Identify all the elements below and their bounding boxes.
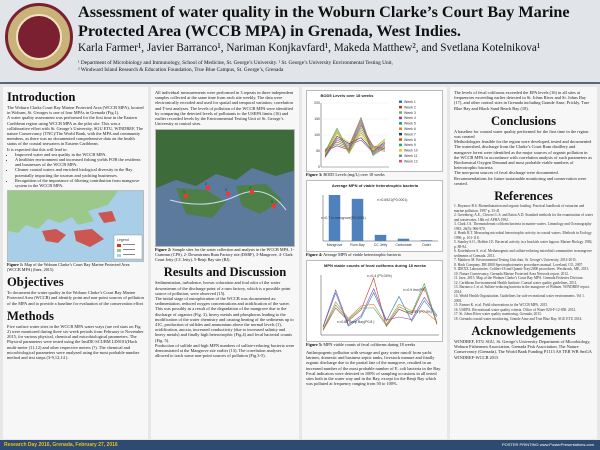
heterotroph-annotation: r²=0.7 in mangrove(P0.0001)	[321, 216, 366, 220]
bod5-legend-swatch	[399, 117, 402, 120]
reference-item: 9. IDEXX Laboratories. Colilert-18 and Quanti-Tray/2000 procedures. Westbrook, ME, 2013.	[454, 267, 590, 272]
poster-title: Assessment of water quality in the Woburn Clarke’s Court Bay Marine Protected Area (WCCB MPA) in Grenada, West Indies.	[78, 3, 570, 40]
bod5-legend-swatch	[399, 122, 402, 125]
figure3-text: BOD5 Levels (mg/L) over 18 weeks	[323, 172, 385, 177]
heterotroph-category-label: Mangrove	[326, 243, 343, 247]
reference-item: 14. World Health Organization. Guidelines for safe recreational water environments. Vol 1. 2003.	[454, 294, 585, 303]
figure4-text: Average MPN of viable heterotrophic bacteria	[323, 252, 401, 257]
bod5-legend-item: Week 4	[404, 116, 416, 121]
figure1-label: Figure 1:	[7, 262, 24, 268]
conclusion-item: The non-point sources of fecal discharge were documented.	[454, 170, 559, 176]
column-2	[151, 87, 299, 439]
bod5-legend-item: Week 2	[404, 105, 416, 110]
fecal-series-line	[323, 302, 437, 329]
conclusion-item: Recommendations for future sustainable monitoring and conservation were created.	[454, 175, 587, 186]
column-1	[3, 87, 148, 439]
figure5-label: Figure 5:	[306, 342, 323, 347]
acknowledgements-text: WINDREF, ETU SGU, St. George’s University Department of Microbiology, Woburn Fishermen Association, Grenada Fish Association, The Nature Conservancy (Grenada), The World Bank Funding P1113 AS TER WB SmGA WINDREF-WCCB 2015	[454, 339, 592, 360]
references-heading: References	[494, 189, 553, 204]
fecal-annotation: r²=0.9 few(P9)	[403, 288, 426, 292]
bod5-legend-swatch	[399, 160, 402, 163]
heterotroph-bar	[398, 239, 410, 241]
figure3-label: Figure 3:	[306, 172, 323, 177]
results-paragraph: Production of sulfide and high MPN numbers of sulfate-reducing bacteria were demonstrated at the Mangrove site earlier (13). The correlation analyses allowed to track some non-point sources of pollution (Fig.3-5).	[155, 342, 295, 359]
results-heading: Results and Discussion	[163, 265, 287, 280]
site-label: 3	[225, 188, 227, 193]
figure5-caption	[306, 342, 443, 347]
bod5-legend-swatch	[399, 106, 402, 109]
conclusion-item: The watershed, discharge from the Clarke’s Court Rum distillery and mangrove forest were identified as the major sources of organic pollution in the WCCB MPA in accordance with correlation analysis of such parameters as Biochemical Oxygen Demand and most probable viable numbers of heterotrophic bacteria.	[454, 144, 592, 171]
introduction-heading: Introduction	[7, 90, 76, 104]
university-seal-logo	[5, 3, 73, 71]
reference-item: 4. Heath R.T. Measuring microbial heterotrophic activity in coastal waters. Methods in Ecology 1990; p. 101-118.	[454, 231, 592, 240]
footer-event: Research Day 2016, Grenada, February 27, 2016	[4, 442, 118, 448]
conclusions-list	[454, 129, 593, 186]
map-legend-title: Legend	[117, 238, 129, 243]
conclusions-heading: Conclusions	[490, 113, 557, 128]
poster-authors: Karla Farmer¹, Javier Barranco¹, Nariman Konjkavfard¹, Makeda Matthew², and Svetlana Kotelnikova¹	[78, 42, 541, 54]
references-list	[454, 204, 593, 321]
bod5-legend-item: Week 8	[404, 137, 416, 142]
heterotroph-chart-figure	[306, 180, 443, 252]
objectives-heading: Objectives	[7, 275, 64, 290]
fecal-annotation: r²=0.88 Benji Bay(P0.8 )	[337, 320, 375, 324]
figure2-caption	[155, 247, 295, 262]
results-text	[155, 280, 295, 358]
column-3	[302, 87, 447, 439]
intro-bullet: • A healthier environment and increased fishing yields FOR the residents and businesses of the WCCB MPA.	[15, 157, 144, 167]
bod5-legend-swatch	[399, 133, 402, 136]
reference-item: 12. Caribbean Environmental Health Institute. Coastal water quality guidelines, 2011.	[454, 280, 578, 285]
bod5-legend-item: Week 10	[404, 148, 418, 153]
site-label: 5	[271, 200, 273, 205]
figure2-text: Sample sites for the water collection and analysis in the WCCB MPA, 1- Craneum (CPS), 2- Downstream Rum Factory site (DSRF), 3-Mangrove, 4- Clark Court Jetty (CC Jetty), 5-Benji Bay site (BJ).	[155, 247, 295, 263]
bod5-legend-swatch	[399, 155, 402, 158]
figure3-caption	[306, 172, 443, 177]
heterotroph-chart-title: Average MPN of viable heterotrophic bacteria	[331, 183, 419, 188]
sample-sites-map	[156, 130, 295, 247]
figure2-label: Figure 2:	[155, 247, 172, 253]
heterotroph-chart	[307, 181, 443, 252]
bod5-legend-item: Week 1	[404, 100, 416, 104]
footer-printer: POSTER PRINTING www.PosterPresentations.com	[501, 442, 594, 447]
column-4	[450, 87, 597, 439]
reference-item: 11. Inez, 2015. Map of the Woburn Clarke’s Court Bay MPA. Grenada Fisheries Division.	[454, 276, 584, 281]
intro-paragraph: The Woburn Clarks Court Bay Marine Protected Area (WCCB MPA), located in Woburn, St. Georges is one of four MPAs in Grenada (Fig.1).	[7, 105, 144, 116]
results-paragraph: The initial stage of eutrophication of the WCCB was documented as: sedimentation, reduced oxygen concentrations and acidification of the water. This was possibly as a result of the degradation of the mangrove due to the discharge of organics (Fig. 3), heavy metals and phosphorus leading to the modification of the water chemistry and causing heating of the sediments up to 41C, production of sulfides and ammonium above the normal levels (1), acidification, anoxia, increased conductivity (due to increased salinity and heavy metals) and finally high heterotrophic (Fig.4) and fecal bacterial counts (Fig. 5).	[155, 296, 294, 343]
bod5-legend-item: Week 7	[404, 132, 416, 137]
bod5-y-tick-label: 200	[314, 101, 320, 105]
methods-text: Five surface water sites in the WCCB MPA water ways (are red stars on Fig. 2) were monitored during three six-week periods from February to November 2015, for various physical, chemical and microbiological parameters. The Physical parameters were tested using the InsiDE-SCUBM LD0101(Hach multi-meter (11,12) and other respective meters (?). The chemical and microbiological parameters were analyzed using the most probable number method and test strips (3-9,12,14 ).	[7, 323, 144, 361]
bod5-legend-item: Week 3	[404, 110, 416, 115]
intro-paragraph: It is expected that this will lead to:	[7, 146, 68, 152]
reference-item: 1. Boyanov B.S. Biomethanation and organic loading. Practical handbook of estuarine and marine pollution. 1997 p. 33-41	[454, 204, 585, 213]
intro-bullet: • Improved water and sea quality in the WCCB MPA.	[15, 152, 144, 157]
figure4-caption	[306, 252, 443, 257]
objectives-text: To document the water quality in the Woburn Clarke’s Court Bay Marine Protected Area (WCCB) and identify point and non-point sources of pollution of the MPA and to provide a baseline for evaluation of the conservation effort	[7, 290, 144, 306]
heterotroph-bar	[375, 235, 387, 241]
heterotroph-bar	[421, 240, 433, 241]
conclusion-item: Methodologies feasible for the region were developed, tested and documented	[454, 139, 592, 145]
intro-bullets	[7, 152, 144, 188]
fecal-results-text: The levels of fecal coliforms exceeded the EPA levels (16) in all sites at frequencies exceeding earlier detected in St. Johns River and St. Johns Bay (17), and other control sites in Grenada including Grande Anse, Prickly, True Blue Bay and Black Sand Beach Bay (18).	[454, 90, 590, 111]
figure1-caption	[7, 262, 144, 272]
bod5-y-tick-label: 100	[314, 133, 320, 137]
acknowledgements-heading: Acknowledgements	[471, 324, 576, 339]
bod5-legend-item: Week 5	[404, 121, 416, 126]
bod5-legend-swatch	[399, 138, 402, 141]
reference-item: 3. Clark J.A. Thermotolerant coliform bacteria in marine waters. Limnology and Oceanography 1981; 26(5): 966-970.	[454, 222, 592, 231]
reference-item: 16. USEPA. Recreational water quality criteria. Office of Water 820-F-12-058. 2012.	[454, 307, 577, 312]
introduction-text	[7, 105, 144, 188]
mpa-map-figure	[7, 190, 144, 262]
bod5-legend-swatch	[399, 101, 402, 104]
methods-continued-text: All individual measurements were performed in 3 repeats in three independent samples collected at the same time from each site weekly. The data were electronically recorded and used for spatial and temporal variation, correlation and T-test analyses. The levels of pollution of the WCCB MPA were identified by comparing the detected levels of pollutants to the USEPA limits (16) and earlier recorded levels by the Environmental Testing Unit of St. George’s University at control sites.	[155, 90, 294, 127]
fecal-chart-figure	[306, 260, 443, 342]
reference-item: 18. Grenada coastal water monitoring, Grande Anse and True Blue Bay. SGU ETU 2014.	[454, 316, 583, 321]
reference-item: 5. Stanley S.O., Hobbie J.E. Bacterial activity in a brackish water lagoon. Marine Biology 1982; p. 88-94.	[454, 240, 593, 249]
fecal-chart	[307, 261, 443, 342]
site-label: 1	[183, 190, 185, 195]
conclusion-item: A baseline for coastal water quality performed for the first time in the region was created	[454, 128, 589, 140]
intro-bullet: • Recognition of the importance of filtering contribution from mangrove system in the WCCB MPA.	[15, 178, 144, 188]
figure1-text: Map of the Woburn Clarke’s Court Bay Marine Protected Area (WCCB MPA) (Inez, 2015)	[7, 262, 130, 273]
fecal-chart-title: MPN viable counts of fecal coliforms during 18 weeks	[323, 263, 427, 268]
fecal-annotation: r²=0.53 (P0.3%)	[407, 310, 432, 314]
reference-item: 13. Barranco J. et al. Sulfate-reducing bacteria in the mangrove of Woburn. WINDREF report, 2014.	[454, 285, 590, 294]
heterotroph-category-label: CC Jetty	[373, 243, 388, 247]
fecal-discussion-text: Anthropogenic pollution with sewage and gray water runoff from yacht latrines, domestic and business septic tanks, livestock manure and finally organic discharge due to the partial fate of the mangrove, resulted in an increased number of the most probable number of E. coli bacteria in the Bay. Fecal indicators were detected in 100% of sampling occasions in all tested sites both in the water way and in the Bay, except for the Benji Bay which was polluted at frequency ranging from 50 to 100%.	[306, 350, 442, 387]
reference-item: 15. Farmer K. et al. Field observations in the WCCB MPA, 2015.	[454, 303, 549, 308]
bod5-legend-item: Week 11	[404, 154, 418, 158]
heterotroph-category-label: Outer	[422, 243, 431, 247]
affiliation-line-1: ¹ Department of Microbiology and Immunology, School of Medicine, St. George’s University. ² St. George’s University Environmental Testing Unit,	[78, 60, 393, 66]
bod5-y-tick-label: 50	[316, 149, 320, 153]
bod5-legend-swatch	[399, 149, 402, 152]
bod5-legend-swatch	[399, 128, 402, 131]
affiliation-line-2: ² Windward Island Research & Education Foundation, True Blue Campus, St. George’s, Grenada	[78, 66, 284, 73]
bod5-y-tick-label: 150	[314, 117, 320, 121]
bod5-legend-item: Week 6	[404, 127, 416, 131]
bod5-legend-swatch	[399, 144, 402, 147]
bod5-chart-title: BOD5 Levels over 18 weeks	[320, 93, 374, 98]
sample-sites-figure	[155, 129, 295, 247]
figure4-label: Figure 4:	[306, 252, 323, 257]
reference-item: 17. St. Johns River water quality monitoring. Grenada, 2013.	[454, 312, 542, 317]
mpa-map	[8, 191, 144, 262]
reference-item: 6. Kotelnikova S. et al. Methanogenic and sulfate-reducing microbial communities in mangrove sediments of Grenada. 2013.	[454, 249, 592, 258]
site-label: 4	[249, 186, 251, 191]
results-paragraph: Sedimentation, turbulence, brown coloration and foul odor of the water downstream of the discharge point of a rum factory, which is a possible point source of pollution, were observed (15).	[155, 280, 291, 296]
poster-footer	[0, 440, 600, 450]
bod5-legend-item: Week 9	[404, 143, 416, 148]
poster-affiliations	[78, 60, 578, 73]
site-label: 2	[205, 182, 207, 187]
bod5-legend-swatch	[399, 111, 402, 114]
bod5-y-tick-label: 0	[318, 165, 320, 169]
bod5-chart-figure	[306, 90, 443, 172]
reference-item: 2. Greenberg, A.E., Clesceri L.S. and Eaton A.D. Standard methods for the examination of water and wastewater, 18th ed. APHA 1992.	[454, 213, 593, 222]
bod5-legend-item: Week 12	[404, 159, 418, 164]
reference-item: 8. Hach Company. DR 2800 Spectrophotometer procedures manual. Loveland, CO, 2007.	[454, 262, 584, 267]
methods-heading: Methods	[7, 308, 54, 323]
figure5-text: MPN viable counts of fecal coliforms during 18 weeks	[323, 342, 416, 347]
heterotroph-category-label: Carbonate	[395, 243, 412, 247]
reference-item: 10. Nature Conservancy. Grenada Marine Protected Area Network report. 2012.	[454, 271, 569, 276]
intro-bullet: • Cleaner coastal waters and enriched biological diversity in the Bay potentially impacting the tourism and yachting businesses.	[15, 167, 144, 177]
fecal-annotation: r²=0.4 (P0.04%)	[367, 274, 392, 278]
reference-item: 7. Matthew M. Environmental Testing Unit data, St. George’s University, 2014-2015.	[454, 258, 577, 263]
bod5-chart	[307, 91, 443, 172]
intro-paragraph: A water quality assessment was performed for the first time in the Eastern Caribbean region using WCCB MPA as the pilot site. This was a collaborative effort with St. George’s University, SGU ETU, WINDREF, The nature Conservancy (TNC)/The World Bank, with the MPA and community members, as there was no documented comprehensive data on the health status of the coastal seawaters in Eastern Caribbean.	[7, 115, 143, 147]
heterotroph-annotation: r²=0.6921(P0.0001)	[377, 198, 408, 202]
heterotroph-category-label: Rum Bay	[350, 243, 365, 247]
